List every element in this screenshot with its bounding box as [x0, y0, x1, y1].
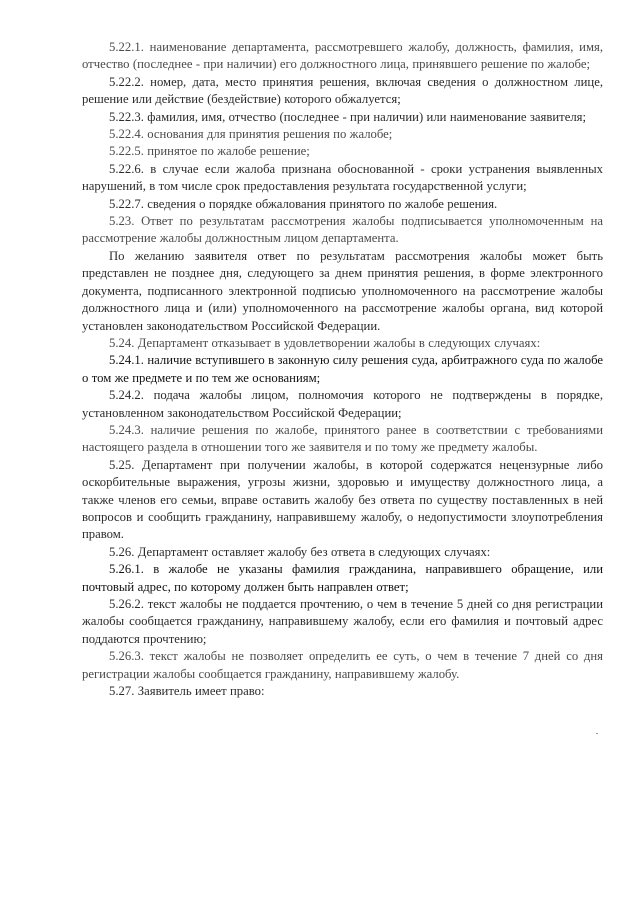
paragraph-5-23: 5.23. Ответ по результатам рассмотрения жалобы подписывается уполномоченным на рассмотрение жалобы должностным лицом департамента. [82, 214, 603, 246]
paragraph-5-22-6: 5.22.6. в случае если жалоба признана обоснованной - сроки устранения выявленных нарушений, в том числе срок предоставления результата государственной услуги; [82, 161, 603, 194]
document-body [82, 39, 603, 700]
paragraph-5-26-2: 5.26.2. текст жалобы не поддается прочтению, о чем в течение 5 дней со дня регистрации жалобы сообщается гражданину, направившему жалобу, если его фамилия и почтовый адрес поддаются прочтению; [82, 597, 603, 646]
paragraph-5-24-3: 5.24.3. наличие решения по жалобе, принятого ранее в соответствии с требованиями настоящего раздела в отношении того же заявителя и по тому же предмету жалобы. [82, 422, 603, 455]
paragraph-answer-electronic: По желанию заявителя ответ по результатам рассмотрения жалобы может быть представлен не позднее дня, следующего за днем принятия решения, в форме электронного документа, подписанного электронной подписью уполномоченного на рассмотрение жалобы должностного лица и (или) уполномоченного на рассмотрение жалобы органа, вид которой установлен законодательством Российской Федерации. [82, 248, 603, 333]
paragraph-5-26-1: 5.26.1. в жалобе не указаны фамилия гражданина, направившего обращение, или почтовый адрес, по которому должен быть направлен ответ; [82, 562, 603, 594]
paragraph-5-22-2: 5.22.2. номер, дата, место принятия решения, включая сведения о должностном лице, решение или действие (бездействие) которого обжалуется; [82, 74, 603, 107]
paragraph-5-25: 5.25. Департамент при получении жалобы, в которой содержатся нецензурные либо оскорбительные выражения, угрозы жизни, здоровью и имуществу должностного лица, а также членов его семьи, вправе оставить жалобу без ответа по существу поставленных в ней вопросов и сообщить гражданину, направившему жалобу, о недопустимости злоупотребления правом. [82, 457, 603, 542]
paragraph-5-26-3: 5.26.3. текст жалобы не позволяет определить ее суть, о чем в течение 7 дней со дня регистрации жалобы сообщается гражданину, направившему жалобу. [82, 649, 603, 681]
paragraph-5-27: 5.27. Заявитель имеет право: [109, 684, 265, 699]
paragraph-5-26: 5.26. Департамент оставляет жалобу без ответа в следующих случаях: [109, 544, 491, 559]
paragraph-5-22-4: 5.22.4. основания для принятия решения по жалобе; [109, 127, 393, 142]
paragraph-5-24-2: 5.24.2. подача жалобы лицом, полномочия которого не подтверждены в порядке, установленном законодательством Российской Федерации; [82, 388, 603, 420]
paragraph-5-22-1: 5.22.1. наименование департамента, рассмотревшего жалобу, должность, фамилия, имя, отчество (последнее - при наличии) его должностного лица, принявшего решение по жалобе; [82, 40, 603, 72]
paragraph-5-22-5: 5.22.5. принятое по жалобе решение; [109, 144, 310, 159]
paragraph-5-24: 5.24. Департамент отказывает в удовлетворении жалобы в следующих случаях: [109, 335, 541, 350]
paragraph-5-22-7: 5.22.7. сведения о порядке обжалования принятого по жалобе решения. [109, 196, 498, 211]
paragraph-5-22-3: 5.22.3. фамилия, имя, отчество (последнее - при наличии) или наименование заявителя; [109, 109, 587, 124]
scan-speck [596, 733, 598, 734]
paragraph-5-24-1: 5.24.1. наличие вступившего в законную силу решения суда, арбитражного суда по жалобе о том же предмете и по тем же основаниям; [82, 353, 603, 385]
